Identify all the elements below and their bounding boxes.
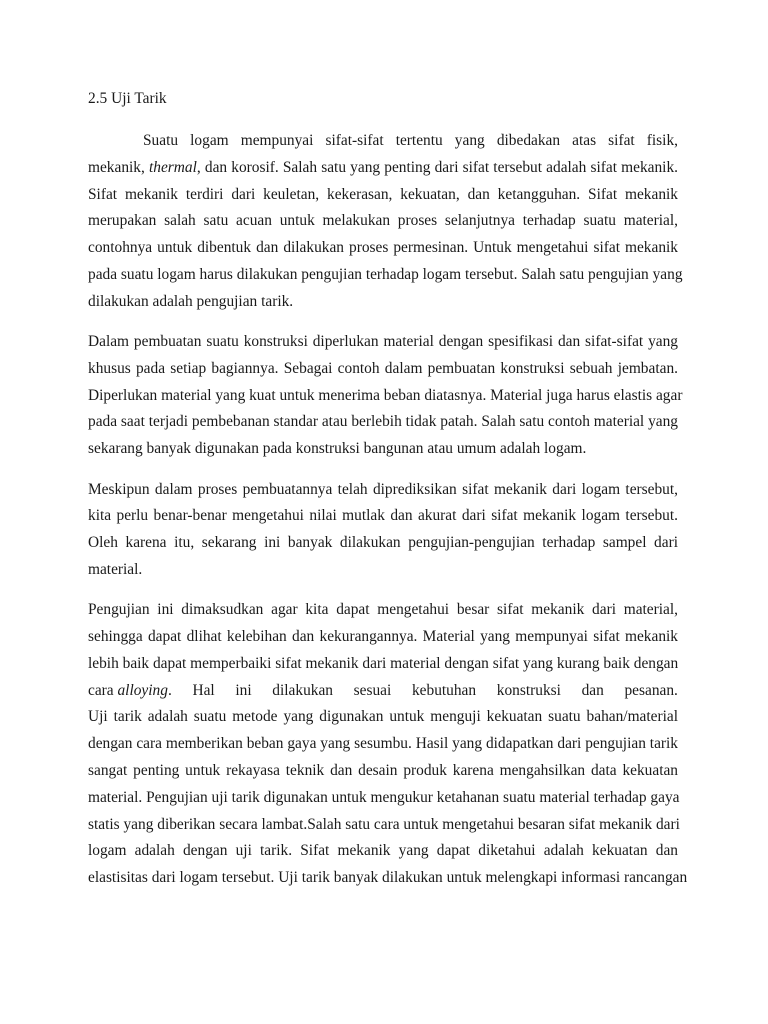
word: sesuai [353, 681, 392, 699]
text-run: Suatu logam mempunyai sifat-sifat tertentu yang dibedakan atas sifat fisik, [143, 132, 678, 149]
paragraph-line: logam adalah dengan uji tarik. Sifat mekanik yang dapat diketahui adalah kekuatan dan [88, 842, 678, 860]
italic-term: alloying [117, 681, 168, 699]
paragraph-2 [88, 329, 683, 463]
paragraph-line: Diperlukan material yang kuat untuk menerima beban diatasnya. Material juga harus elastis agar [88, 386, 683, 404]
word: cara [88, 681, 114, 699]
paragraph-line [88, 155, 678, 182]
text-run: merupakan salah satu acuan untuk melakukan proses selanjutnya terhadap suatu material, [88, 212, 678, 230]
paragraph-line: sehingga dapat dlihat kelebihan dan kekurangannya. Material yang mempunyai sifat mekanik [88, 628, 678, 646]
word: dilakukan [272, 681, 333, 699]
word: Hal [192, 681, 215, 699]
document-page [88, 89, 688, 892]
paragraph-line: material. [88, 560, 143, 578]
paragraph-line: lebih baik dapat memperbaiki sifat mekanik dari material dengan sifat yang kurang baik dengan [88, 654, 679, 672]
paragraph-line: Dalam pembuatan suatu konstruksi diperlukan material dengan spesifikasi dan sifat-sifat yang [88, 333, 678, 351]
text-run: , dan korosif. Salah satu yang penting dari sifat tersebut adalah sifat mekanik. [196, 158, 678, 176]
paragraph-line [88, 182, 678, 209]
paragraph-line: elastisitas dari logam tersebut. Uji tarik banyak dilakukan untuk melengkapi informasi rancangan [88, 869, 688, 887]
word: . [167, 681, 172, 699]
paragraph-line: Oleh karena itu, sekarang ini banyak dilakukan pengujian-pengujian terhadap sampel dari [88, 534, 678, 552]
paragraph-line: dengan cara memberikan beban gaya yang sesumbu. Hasil yang didapatkan dari pengujian tarik [88, 735, 678, 753]
word: kebutuhan [411, 681, 477, 699]
paragraph-line: sekarang banyak digunakan pada konstruksi bangunan atau umum adalah logam. [88, 440, 587, 458]
text-run: contohnya untuk dibentuk dan dilakukan proses permesinan. Untuk mengetahui sifat mekanik [88, 239, 678, 257]
text-run: dilakukan adalah pengujian tarik. [88, 292, 294, 310]
paragraph-3 [88, 477, 678, 584]
word-group [88, 678, 172, 705]
paragraph-line [88, 208, 678, 235]
paragraph-line: sangat penting untuk rekayasa teknik dan desain produk karena mengahsilkan data kekuatan [88, 762, 678, 780]
text-run: pada suatu logam harus dilakukan pengujian terhadap logam tersebut. Salah satu pengujian yang [88, 265, 683, 283]
word: dan [581, 681, 604, 699]
paragraph-line: pada saat terjadi pembebanan standar atau berlebih tidak patah. Salah satu contoh material yang [88, 413, 678, 431]
text-run: Sifat mekanik terdiri dari keuletan, kekerasan, kekuatan, dan ketangguhan. Sifat mekanik [88, 185, 678, 203]
word: pesanan. [624, 681, 678, 699]
paragraph-line: statis yang diberikan secara lambat.Salah satu cara untuk mengetahui besaran sifat mekanik dari [88, 815, 680, 833]
paragraph-line [88, 128, 678, 155]
paragraph-line: Meskipun dalam proses pembuatannya telah diprediksikan sifat mekanik dari logam tersebut, [88, 480, 678, 498]
paragraph-line [88, 262, 683, 289]
paragraph-line [88, 289, 678, 316]
word: konstruksi [496, 681, 561, 699]
paragraph-line: khusus pada setiap bagiannya. Sebagai contoh dalam pembuatan konstruksi sebuah jembatan. [88, 359, 678, 377]
paragraph-line: Uji tarik adalah suatu metode yang digunakan untuk menguji kekuatan suatu bahan/material [88, 708, 678, 726]
paragraph-line-spread [88, 678, 678, 705]
paragraph-line: material. Pengujian uji tarik digunakan untuk mengukur ketahanan suatu material terhadap gaya [88, 788, 680, 806]
paragraph-line: Pengujian ini dimaksudkan agar kita dapat mengetahui besar sifat mekanik dari material, [88, 601, 678, 619]
section-heading: 2.5 Uji Tarik [88, 90, 167, 107]
paragraph-line [88, 235, 678, 262]
word: ini [235, 681, 252, 699]
text-run: mekanik, [88, 158, 149, 176]
paragraph-4 [88, 597, 688, 892]
italic-term: thermal [149, 158, 197, 176]
paragraph-line: kita perlu benar-benar mengetahui nilai mutlak dan akurat dari sifat mekanik logam tersebut. [88, 507, 678, 525]
paragraph-1 [88, 128, 683, 316]
